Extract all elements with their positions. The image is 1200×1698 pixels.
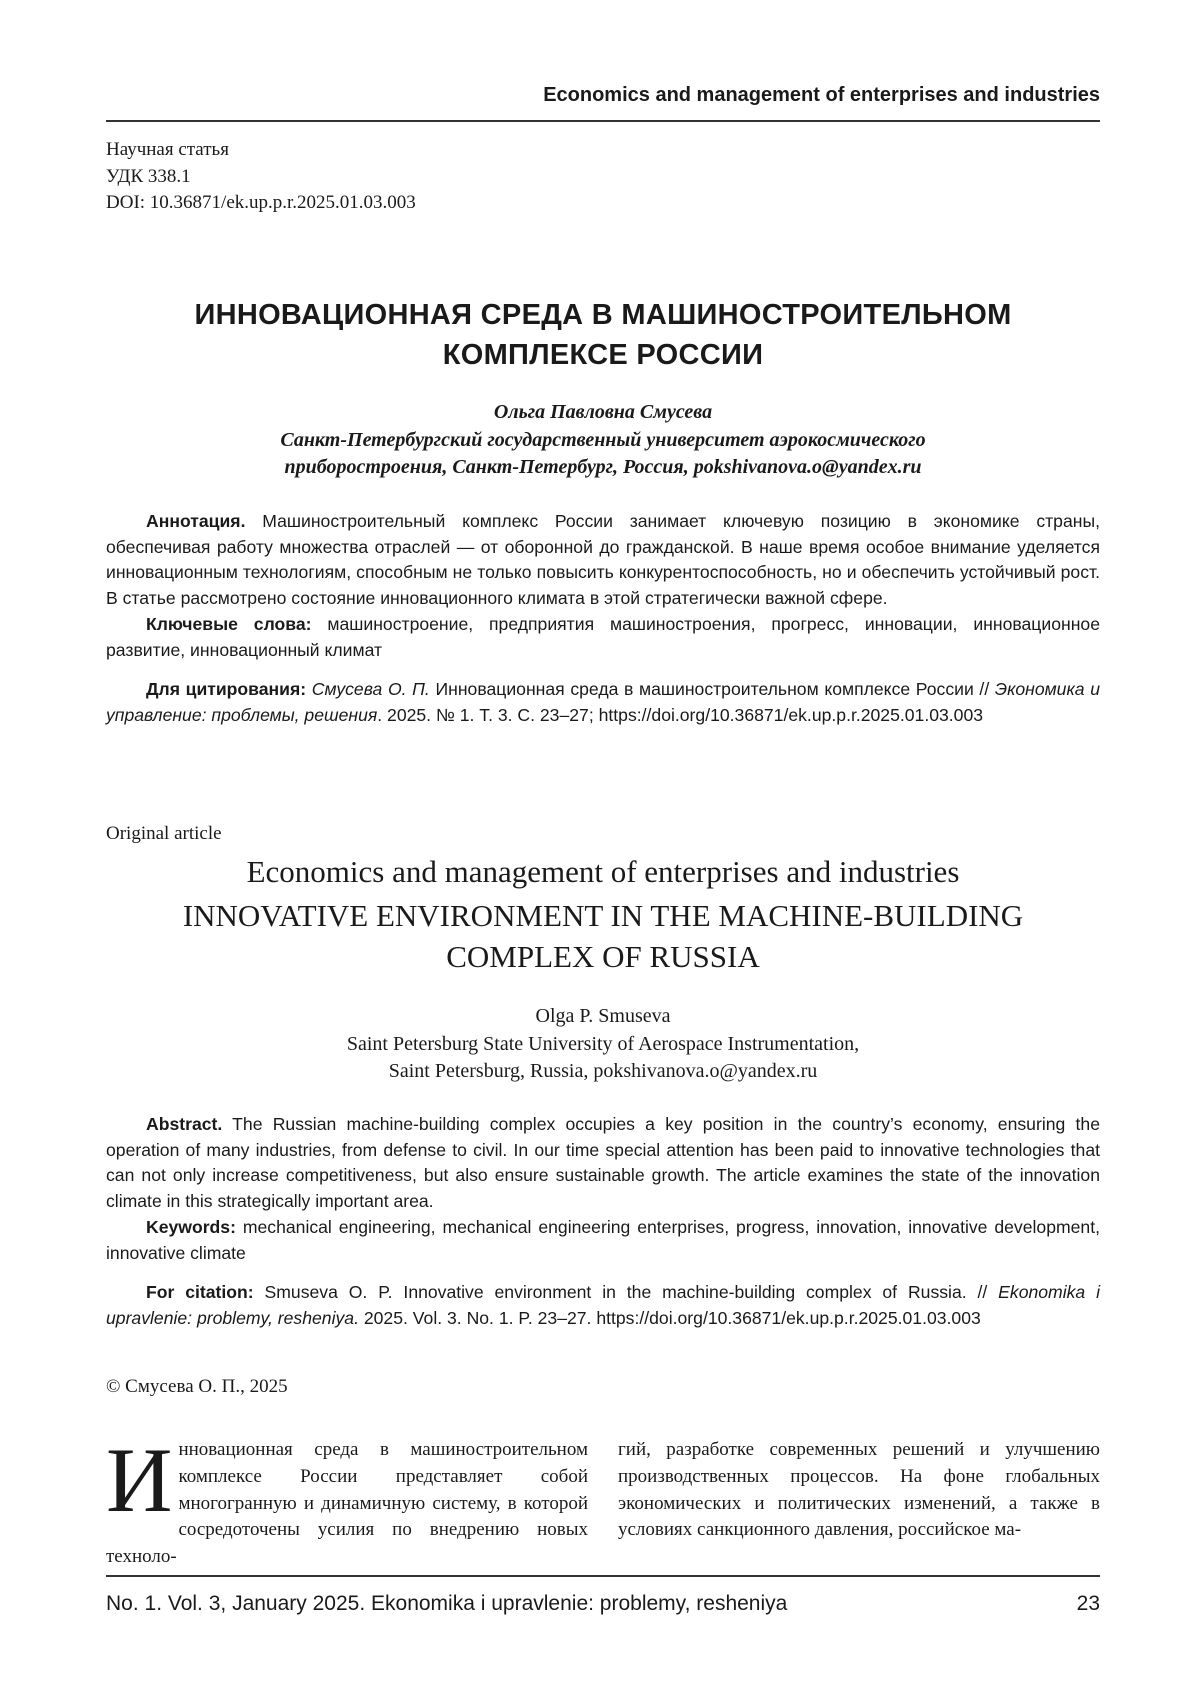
running-header: Economics and management of enterprises and industries <box>106 84 1100 107</box>
author-block-ru <box>106 399 1100 482</box>
affiliation-en: Saint Petersburg, Russia, pokshivanova.o@yandex.ru <box>106 1058 1100 1086</box>
page-footer <box>106 1592 1100 1616</box>
title-ru-line: ИННОВАЦИОННАЯ СРЕДА В МАШИНОСТРОИТЕЛЬНОМ <box>106 295 1100 335</box>
keywords-label: Keywords: <box>146 1217 236 1237</box>
abstract-ru: Аннотация. Машиностроительный комплекс России занимает ключевую позицию в экономике страны, обеспечивая работу множества отраслей — от оборонной до гражданской. В наше время особое внимание уделяется инновационным технологиям, способным не только повысить конкурентоспособность, но и обеспечить устойчивый рост. В статье рассмотрено состояние инновационного климата в этой стратегически важной сфере. <box>106 509 1100 612</box>
title-en <box>106 895 1100 977</box>
page-number: 23 <box>1077 1592 1100 1616</box>
abstract-en: Abstract. The Russian machine-building complex occupies a key position in the country’s economy, ensuring the operation of many industries, from defense to civil. In our time special attention has been paid to innovative technologies that can not only increase competitiveness, but also ensure sustainable growth. The article examines the state of the innovation climate in this strategically important area. <box>106 1112 1100 1215</box>
title-en-line: INNOVATIVE ENVIRONMENT IN THE MACHINE-BUILDING <box>106 895 1100 936</box>
keywords-en: Keywords: mechanical engineering, mechanical engineering enterprises, progress, innovation, innovative development, innovative climate <box>106 1215 1100 1266</box>
copyright: © Смусева О. П., 2025 <box>106 1376 1100 1398</box>
abstract-block-ru <box>106 509 1100 729</box>
abstract-label: Abstract. <box>146 1114 222 1134</box>
footer-journal: No. 1. Vol. 3, January 2025. Ekonomika i upravlenie: problemy, resheniya <box>106 1592 787 1616</box>
citation-ru: Для цитирования: Смусева О. П. Инновационная среда в машиностроительном комплексе России // Экономика и управление: проблемы, решения. 2025. № 1. Т. 3. С. 23–27; https://doi.org/10.36871/ek.up.p.r.2025.01.03.003 <box>106 677 1100 728</box>
affiliation-en: Saint Petersburg State University of Aerospace Instrumentation, <box>106 1031 1100 1059</box>
affiliation-ru: Санкт-Петербургский государственный университет аэрокосмического <box>106 427 1100 455</box>
abstract-label: Аннотация. <box>146 511 245 531</box>
keywords-ru: Ключевые слова: машиностроение, предприятия машиностроения, прогресс, инновации, инновационное развитие, инновационный климат <box>106 612 1100 663</box>
citation-en: For citation: Smuseva O. P. Innovative environment in the machine-building complex of Russia. // Ekonomika i upravlenie: problemy, resheniya. 2025. Vol. 3. No. 1. P. 23–27. https://doi.org/10.36871/ek.up.p.r.2025.01.03.003 <box>106 1280 1100 1331</box>
article-meta <box>106 137 1100 217</box>
title-en-line: COMPLEX OF RUSSIA <box>106 936 1100 977</box>
title-ru-line: КОМПЛЕКСЕ РОССИИ <box>106 335 1100 375</box>
citation-label: For citation: <box>146 1282 254 1302</box>
body-text <box>106 1437 1100 1571</box>
header-divider <box>106 120 1100 122</box>
title-ru <box>106 295 1100 375</box>
article-type: Научная статья <box>106 137 1100 164</box>
body-column-left: И нновационная среда в машиностроительном комплексе России представляет собой многогранную и динамичную систему, в которой сосредоточены усилия по внедрению новых техноло- <box>106 1437 588 1571</box>
keywords-label: Ключевые слова: <box>146 614 312 634</box>
author-name-ru: Ольга Павловна Смусева <box>106 399 1100 427</box>
footer-divider <box>106 1575 1100 1577</box>
author-block-en <box>106 1003 1100 1086</box>
abstract-block-en <box>106 1112 1100 1332</box>
doi[interactable]: DOI: 10.36871/ek.up.p.r.2025.01.03.003 <box>106 190 1100 217</box>
author-name-en: Olga P. Smuseva <box>106 1003 1100 1031</box>
section-heading-en: Economics and management of enterprises and industries <box>106 852 1100 892</box>
dropcap: И <box>106 1441 172 1519</box>
article-type-en: Original article <box>106 823 1100 845</box>
affiliation-ru: приборостроения, Санкт-Петербург, Россия, pokshivanova.o@yandex.ru <box>106 454 1100 482</box>
body-column-right: гий, разработке современных решений и улучшению производственных процессов. На фоне глобальных экономических и политических изменений, а также в условиях санкционного давления, российское ма- <box>618 1437 1100 1571</box>
udc: УДК 338.1 <box>106 164 1100 191</box>
citation-label: Для цитирования: <box>146 679 306 699</box>
